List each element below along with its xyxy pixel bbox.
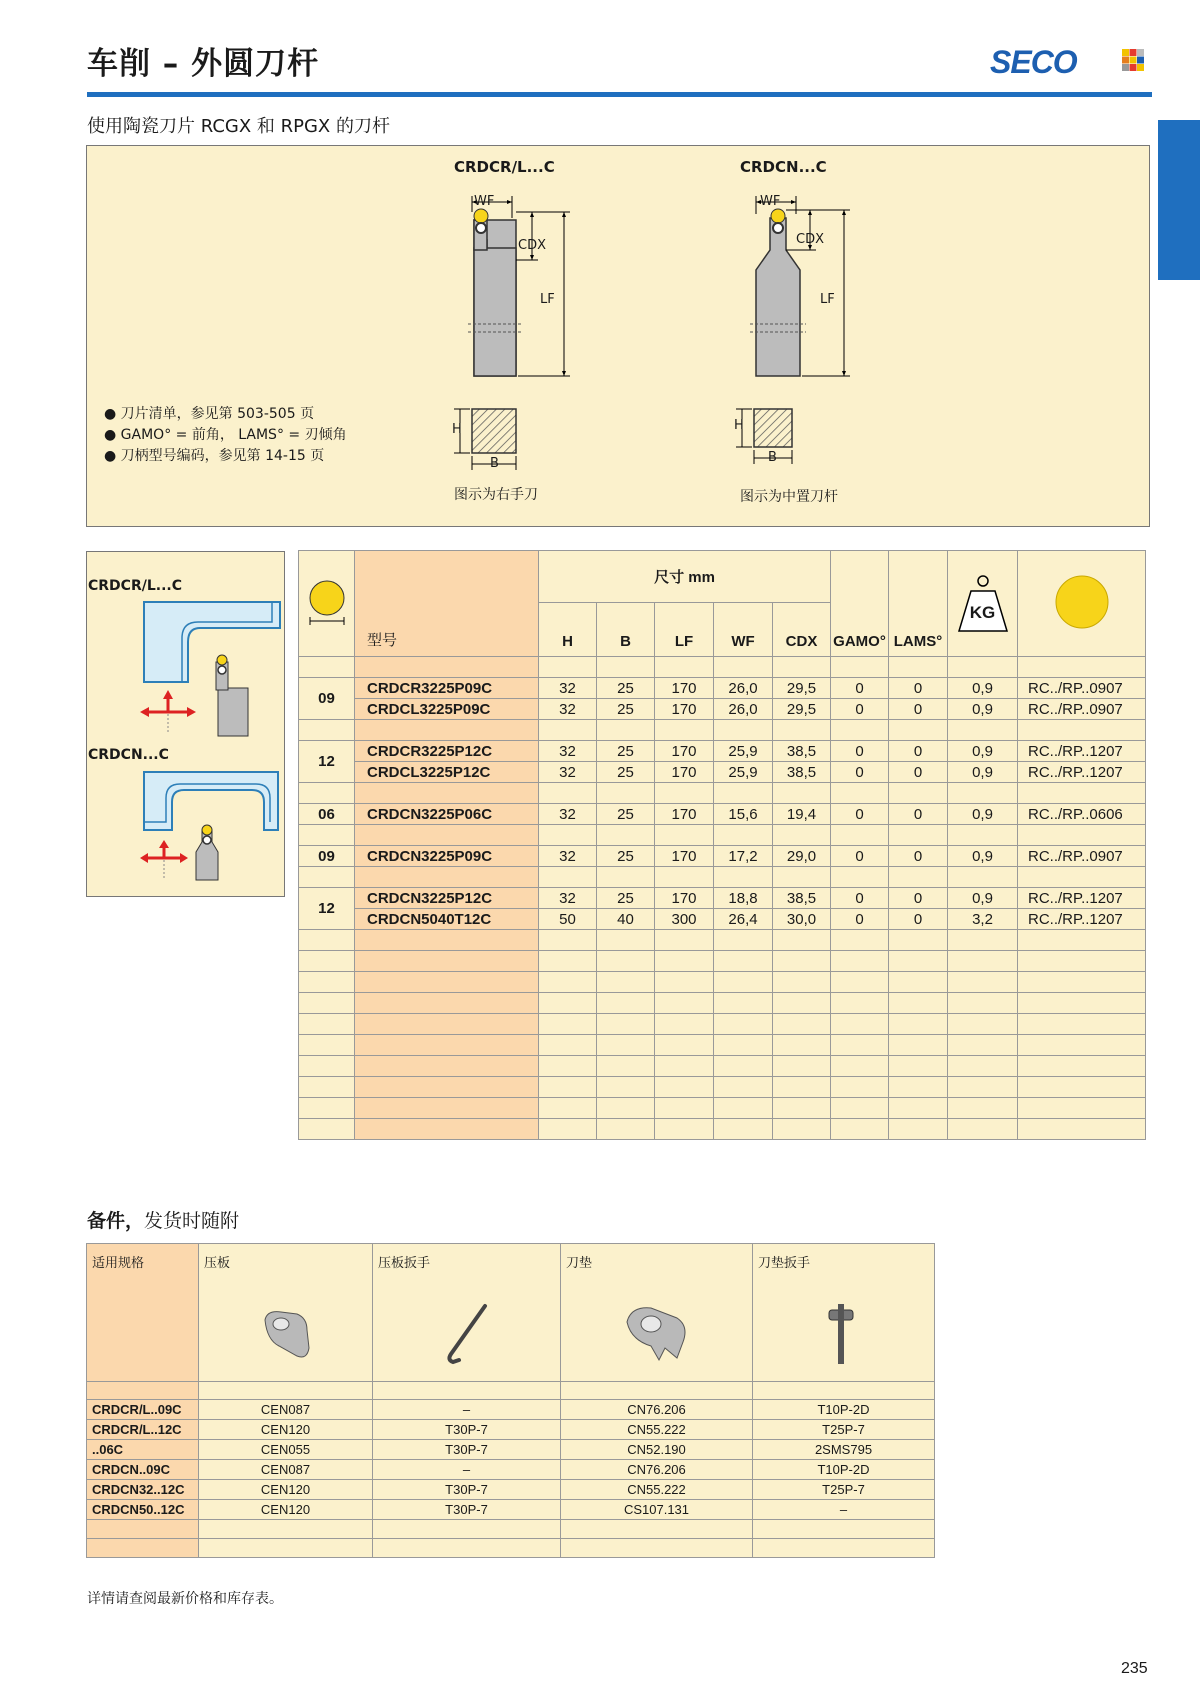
dim-lf-right: LF	[820, 292, 835, 307]
spacer-row	[299, 1056, 1146, 1077]
spacer-row	[299, 951, 1146, 972]
insert-shape-icon	[308, 579, 346, 625]
spacer-row	[299, 1014, 1146, 1035]
page-title: 车削 – 外圆刀杆	[87, 46, 320, 82]
acc-part-cell: T30P-7	[373, 1480, 561, 1500]
value-cell: 29,5	[773, 699, 831, 720]
section-tab	[1158, 120, 1200, 280]
acc-part-cell: CEN055	[199, 1440, 373, 1460]
value-cell: 25	[597, 804, 655, 825]
table-row	[299, 846, 1146, 867]
value-cell: 25,9	[714, 762, 773, 783]
acc-spec-cell: CRDCN32..12C	[87, 1480, 199, 1500]
acc-col-clamp: 压板	[199, 1244, 373, 1382]
note-item: ● GAMO° = 前角， LAMS° = 刃倾角	[104, 427, 347, 443]
acc-col-clamp-key: 压板扳手	[373, 1244, 561, 1382]
value-cell: 0	[831, 888, 889, 909]
dims-group-header: 尺寸 mm	[539, 551, 831, 603]
dim-wf-right: WF	[760, 194, 781, 209]
insert-size-cell: 06	[299, 804, 355, 825]
footer-note: 详情请查阅最新价格和库存表。	[87, 1591, 283, 1607]
acc-part-cell: T30P-7	[373, 1420, 561, 1440]
value-cell: 29,5	[773, 678, 831, 699]
spacer-row	[299, 867, 1146, 888]
value-cell: 32	[539, 678, 597, 699]
feed-direction-icon	[140, 690, 196, 734]
model-cell: CRDCN3225P12C	[355, 888, 539, 909]
value-cell: 0	[831, 678, 889, 699]
value-cell: 26,0	[714, 699, 773, 720]
acc-part-cell: CN52.190	[561, 1440, 753, 1460]
value-cell: 32	[539, 741, 597, 762]
col-lams: LAMS°	[889, 551, 948, 657]
col-gamo: GAMO°	[831, 551, 889, 657]
dim-lf-left: LF	[540, 292, 555, 307]
value-cell: 0	[831, 846, 889, 867]
col-model: 型号	[355, 551, 539, 657]
value-cell: 0	[831, 699, 889, 720]
accessories-title: 备件，发货时随附	[87, 1210, 240, 1232]
value-cell: 0,9	[948, 846, 1018, 867]
diagram-panel	[86, 145, 1150, 527]
holder-right-drawing	[440, 190, 580, 390]
insert-size-cell: 09	[299, 678, 355, 720]
spacer-row	[299, 1119, 1146, 1140]
value-cell: 19,4	[773, 804, 831, 825]
spacer-row	[299, 825, 1146, 846]
value-cell: 0,9	[948, 699, 1018, 720]
torx-key-icon	[827, 1302, 855, 1366]
acc-part-cell: T25P-7	[753, 1420, 935, 1440]
insert-size-cell: 12	[299, 888, 355, 930]
acc-row	[87, 1420, 935, 1440]
model-cell: CRDCL3225P09C	[355, 699, 539, 720]
acc-part-cell: CN76.206	[561, 1460, 753, 1480]
value-cell: 0	[889, 699, 948, 720]
model-cell: CRDCL3225P12C	[355, 762, 539, 783]
value-cell: 170	[655, 888, 714, 909]
holder-table	[298, 550, 1146, 1140]
value-cell: 0,9	[948, 762, 1018, 783]
acc-row	[87, 1500, 935, 1520]
acc-part-cell: T10P-2D	[753, 1460, 935, 1480]
acc-part-cell: T30P-7	[373, 1440, 561, 1460]
value-cell: 170	[655, 804, 714, 825]
acc-row	[87, 1460, 935, 1480]
spacer-row	[299, 972, 1146, 993]
value-cell: 25	[597, 678, 655, 699]
acc-part-cell: CEN087	[199, 1460, 373, 1480]
value-cell: 0	[889, 741, 948, 762]
acc-row	[87, 1440, 935, 1460]
value-cell: 0,9	[948, 741, 1018, 762]
dim-h-right: H	[734, 418, 744, 433]
value-cell: 0	[889, 846, 948, 867]
col-b: B	[597, 603, 655, 657]
value-cell: 32	[539, 804, 597, 825]
mini-label-a: CRDCR/L...C	[88, 578, 182, 594]
acc-col-spec: 适用规格	[87, 1244, 199, 1382]
value-cell: 0	[889, 678, 948, 699]
value-cell: 25	[597, 741, 655, 762]
table-row	[299, 762, 1146, 783]
acc-part-cell: T10P-2D	[753, 1400, 935, 1420]
acc-part-cell: 2SMS795	[753, 1440, 935, 1460]
acc-row	[87, 1400, 935, 1420]
value-cell: 0	[889, 888, 948, 909]
acc-col-shim: 刀垫	[561, 1244, 753, 1382]
acc-part-cell: CEN120	[199, 1420, 373, 1440]
value-cell: 32	[539, 846, 597, 867]
value-cell: 32	[539, 762, 597, 783]
insert-size-cell: 12	[299, 741, 355, 783]
acc-part-cell: T25P-7	[753, 1480, 935, 1500]
insert-cell: RC../RP..1207	[1018, 909, 1146, 930]
spacer-row	[299, 720, 1146, 741]
acc-part-cell: –	[753, 1500, 935, 1520]
value-cell: 0,9	[948, 888, 1018, 909]
value-cell: 25	[597, 846, 655, 867]
value-cell: 170	[655, 846, 714, 867]
brand-mark-icon	[1122, 49, 1144, 71]
caption-neutral: 图示为中置刀杆	[740, 489, 838, 505]
acc-spec-cell: CRDCR/L..12C	[87, 1420, 199, 1440]
model-cell: CRDCN3225P06C	[355, 804, 539, 825]
accessories-table	[86, 1243, 935, 1558]
col-cdx: CDX	[773, 603, 831, 657]
acc-part-cell: –	[373, 1460, 561, 1480]
value-cell: 3,2	[948, 909, 1018, 930]
dim-cdx-left: CDX	[518, 238, 546, 253]
insert-cell: RC../RP..0907	[1018, 846, 1146, 867]
table-row	[299, 741, 1146, 762]
value-cell: 38,5	[773, 741, 831, 762]
insert-cell: RC../RP..1207	[1018, 741, 1146, 762]
acc-part-cell: CEN120	[199, 1480, 373, 1500]
feed-direction-neutral-icon	[140, 840, 188, 880]
round-insert-icon	[1054, 574, 1110, 630]
value-cell: 0	[889, 909, 948, 930]
spacer-row	[299, 993, 1146, 1014]
value-cell: 170	[655, 699, 714, 720]
value-cell: 25	[597, 699, 655, 720]
col-lf: LF	[655, 603, 714, 657]
value-cell: 15,6	[714, 804, 773, 825]
value-cell: 29,0	[773, 846, 831, 867]
model-cell: CRDCN3225P09C	[355, 846, 539, 867]
value-cell: 25	[597, 762, 655, 783]
value-cell: 32	[539, 888, 597, 909]
value-cell: 26,4	[714, 909, 773, 930]
holder-neutral-drawing	[720, 190, 860, 390]
acc-part-cell: CN55.222	[561, 1480, 753, 1500]
shim-icon	[621, 1300, 697, 1366]
insert-cell: RC../RP..0907	[1018, 699, 1146, 720]
insert-cell: RC../RP..1207	[1018, 888, 1146, 909]
table-row	[299, 888, 1146, 909]
caption-right-hand: 图示为右手刀	[454, 487, 538, 503]
title-rule	[87, 92, 1152, 97]
model-cell: CRDCR3225P12C	[355, 741, 539, 762]
value-cell: 0	[889, 762, 948, 783]
page-subtitle: 使用陶瓷刀片 RCGX 和 RPGX 的刀杆	[87, 116, 390, 137]
value-cell: 170	[655, 678, 714, 699]
acc-part-cell: T30P-7	[373, 1500, 561, 1520]
value-cell: 25	[597, 888, 655, 909]
value-cell: 0	[831, 762, 889, 783]
note-item: ● 刀片清单，参见第 503-505 页	[104, 406, 315, 422]
value-cell: 0	[831, 804, 889, 825]
acc-part-cell: CEN087	[199, 1400, 373, 1420]
note-item: ● 刀柄型号编码，参见第 14-15 页	[104, 448, 325, 464]
acc-part-cell: CN76.206	[561, 1400, 753, 1420]
value-cell: 170	[655, 741, 714, 762]
spacer-row	[299, 1035, 1146, 1056]
value-cell: 0	[831, 909, 889, 930]
acc-part-cell: CS107.131	[561, 1500, 753, 1520]
dim-b-right: B	[768, 450, 777, 465]
model-cell: CRDCR3225P09C	[355, 678, 539, 699]
dim-b-left: B	[490, 456, 499, 471]
diagram-right-label: CRDCN...C	[740, 158, 827, 176]
col-wf: WF	[714, 603, 773, 657]
model-cell: CRDCN5040T12C	[355, 909, 539, 930]
insert-cell: RC../RP..1207	[1018, 762, 1146, 783]
acc-row	[87, 1480, 935, 1500]
value-cell: 38,5	[773, 762, 831, 783]
value-cell: 26,0	[714, 678, 773, 699]
acc-spec-cell: CRDCN..09C	[87, 1460, 199, 1480]
acc-spec-cell: CRDCR/L..09C	[87, 1400, 199, 1420]
notes-list	[104, 404, 347, 467]
value-cell: 17,2	[714, 846, 773, 867]
acc-part-cell: CN55.222	[561, 1420, 753, 1440]
dim-cdx-right: CDX	[796, 232, 824, 247]
dim-wf-left: WF	[474, 194, 495, 209]
spacer-row	[299, 1077, 1146, 1098]
value-cell: 0,9	[948, 804, 1018, 825]
acc-part-cell: –	[373, 1400, 561, 1420]
table-row	[299, 699, 1146, 720]
value-cell: 0	[831, 741, 889, 762]
value-cell: 30,0	[773, 909, 831, 930]
hex-key-icon	[441, 1302, 491, 1368]
value-cell: 40	[597, 909, 655, 930]
brand-logo: SECO	[990, 44, 1077, 80]
insert-cell: RC../RP..0907	[1018, 678, 1146, 699]
col-h: H	[539, 603, 597, 657]
acc-spec-cell: CRDCN50..12C	[87, 1500, 199, 1520]
spacer-row	[299, 1098, 1146, 1119]
page-number: 235	[1121, 1660, 1148, 1677]
value-cell: 25,9	[714, 741, 773, 762]
clamp-icon	[257, 1304, 317, 1364]
insert-size-cell: 09	[299, 846, 355, 867]
spacer-row	[299, 930, 1146, 951]
insert-size-header	[299, 551, 355, 657]
value-cell: 0,9	[948, 678, 1018, 699]
col-kg	[948, 551, 1018, 657]
col-insert	[1018, 551, 1146, 657]
acc-part-cell: CEN120	[199, 1500, 373, 1520]
diagram-left-label: CRDCR/L...C	[454, 158, 555, 176]
mini-label-b: CRDCN...C	[88, 747, 169, 763]
value-cell: 0	[889, 804, 948, 825]
value-cell: 300	[655, 909, 714, 930]
table-row	[299, 909, 1146, 930]
value-cell: 32	[539, 699, 597, 720]
table-row	[299, 804, 1146, 825]
value-cell: 170	[655, 762, 714, 783]
value-cell: 50	[539, 909, 597, 930]
insert-cell: RC../RP..0606	[1018, 804, 1146, 825]
spacer-row	[299, 783, 1146, 804]
acc-spec-cell: ..06C	[87, 1440, 199, 1460]
acc-col-shim-key: 刀垫扳手	[753, 1244, 935, 1382]
dim-h-left: H	[452, 422, 462, 437]
table-row	[299, 678, 1146, 699]
value-cell: 38,5	[773, 888, 831, 909]
value-cell: 18,8	[714, 888, 773, 909]
spacer-row	[299, 657, 1146, 678]
kg-label: KG	[969, 602, 996, 622]
